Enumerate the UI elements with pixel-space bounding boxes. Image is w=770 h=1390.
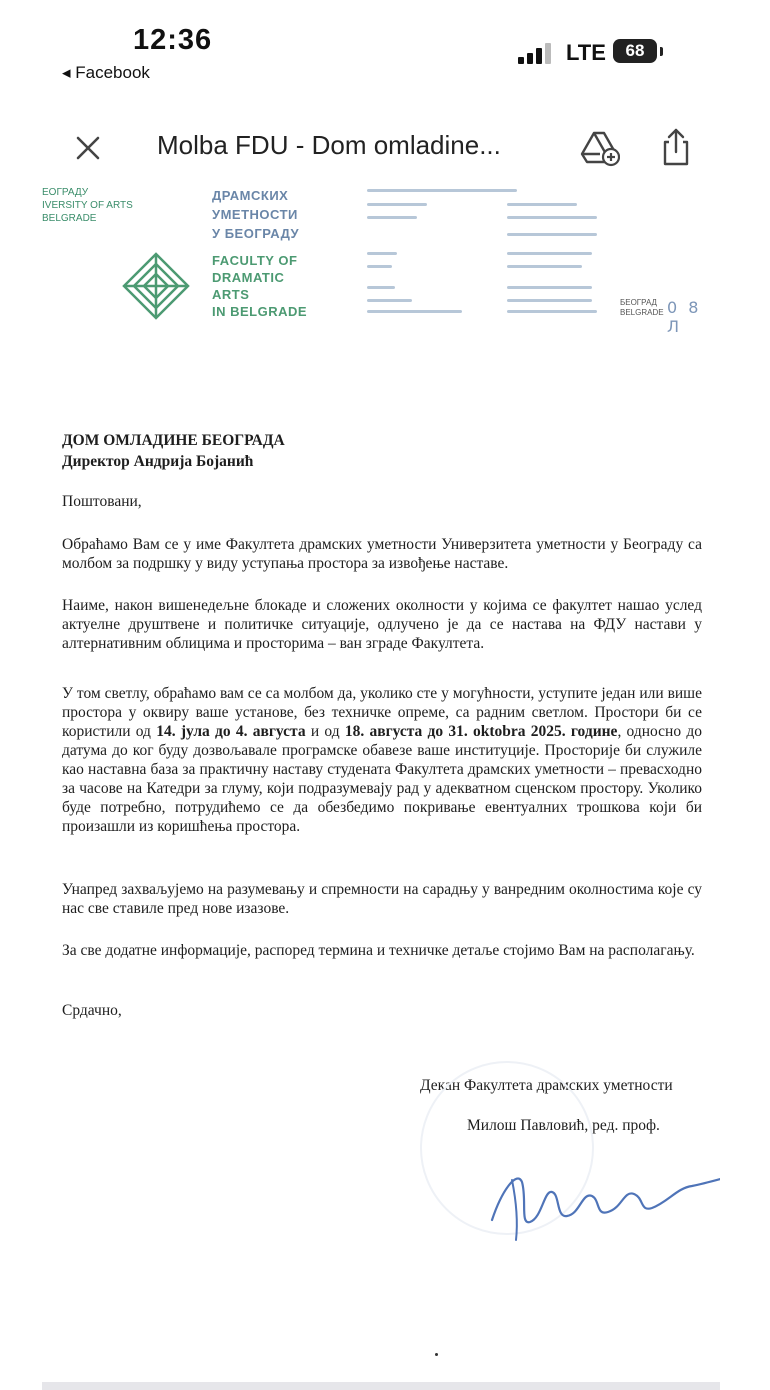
- paragraph-thanks: Унапред захваљујемо на разумевању и спремности на сарадњу у ванредним околностима које су нас све ставиле пред нове изазове.: [62, 881, 702, 917]
- paragraph-context: Наиме, након вишенедељне блокаде и сложених околности у којима се факултет нашао услед актуелне друштвене и политичке ситуације, одлучено је да се настава на ФДУ настави у алтернативним облицима и просторима – ван зграде Факултета.: [62, 597, 702, 652]
- stamp-label-line: БЕОГРАД: [620, 298, 657, 307]
- document-page[interactable]: [42, 186, 720, 1386]
- faculty-emblem-icon: [122, 252, 190, 320]
- signal-icon: [518, 42, 554, 64]
- page-dot: [435, 1353, 438, 1356]
- letter-body: [62, 430, 702, 1134]
- date-range-2: 18. августа до 31. oktobra 2025. године: [344, 723, 618, 740]
- handwritten-signature: [472, 1130, 720, 1250]
- paragraph-request: Обраћамо Вам се у име Факултета драмских уметности Универзитета уметности у Београду са молбом за подршку у виду уступања простора за извођење наставе.: [62, 536, 702, 572]
- letterhead-faculty-english: [212, 252, 307, 320]
- viewer-toolbar: [0, 110, 770, 182]
- letterhead-stamp-digits: 0 8 Л: [667, 298, 702, 336]
- letterhead-english-line: DRAMATIC: [212, 270, 285, 285]
- dean-title: Декан Факултета драмских уметности: [420, 1077, 673, 1094]
- share-icon: [655, 126, 697, 168]
- details-text: У том светлу, обраћамо вам се са молбом да, уколико сте у могућности, уступите један или више простора у оквиру ваше установе, без техничке опреме, са радним светлом. Простори би се користили од: [62, 685, 702, 740]
- letterhead-serbian-line: УМЕТНОСТИ: [212, 207, 298, 222]
- letterhead-serbian-line: У БЕОГРАДУ: [212, 226, 300, 241]
- close-button[interactable]: [68, 128, 108, 168]
- letterhead-faculty-serbian: [212, 186, 299, 243]
- document-title: Molba FDU - Dom omladine...: [157, 130, 501, 160]
- close-icon: [68, 128, 108, 168]
- letterhead-english-line: IN BELGRADE: [212, 304, 308, 319]
- recipient-institution: ДОМ ОМЛАДИНЕ БЕОГРАДА: [62, 432, 285, 449]
- network-type: LTE: [566, 40, 606, 65]
- status-time: 12:36: [133, 24, 213, 56]
- add-to-drive-icon: [578, 126, 620, 168]
- details-text: и од: [305, 723, 345, 740]
- letterhead-left-line: ЕОГРАДУ: [42, 187, 89, 198]
- letterhead-left-line: BELGRADE: [42, 213, 97, 224]
- letterhead-university-name: [42, 186, 133, 225]
- letterhead-contact-block: [367, 186, 617, 326]
- letterhead-serbian-line: ДРАМСКИХ: [212, 188, 289, 203]
- page-edge: [42, 1382, 720, 1390]
- battery-icon: 68: [613, 39, 657, 63]
- salutation: Поштовани,: [62, 493, 142, 510]
- share-button[interactable]: [655, 126, 697, 168]
- dean-name: Милош Павловић, ред. проф.: [467, 1117, 660, 1134]
- add-to-drive-button[interactable]: [578, 126, 620, 168]
- details-text: , односно до датума до ког буду дозвољавале програмске обавезе ваше институције. Просторије би служиле као наставна база за практичну наставу студената Факултета драмских уметности – превасходно за часове на Катедри за глуму, који подразумевају рад у адекватном сценском простору. Уколико буде потребно, потрудићемо се да обезбедимо покривање евентуалних трошкова који би произашли из коришћења простора.: [62, 723, 702, 835]
- status-bar: [0, 0, 770, 95]
- battery-nub: [660, 47, 663, 56]
- letterhead-stamp-label: [620, 298, 664, 318]
- back-to-facebook-link[interactable]: ◂ Facebook: [62, 63, 150, 82]
- recipient-director: Директор Андрија Бојанић: [62, 453, 254, 470]
- paragraph-details: [62, 684, 702, 836]
- letterhead-english-line: ARTS: [212, 287, 250, 302]
- closing: Срдачно,: [62, 1002, 122, 1019]
- date-range-1: 14. јула до 4. августа: [156, 723, 306, 740]
- paragraph-contact: За све додатне информације, распоред термина и техничке детаље стојимо Вам на располагању.: [62, 942, 695, 959]
- letterhead-left-line: IVERSITY OF ARTS: [42, 200, 133, 211]
- letterhead-english-line: FACULTY OF: [212, 253, 298, 268]
- stamp-label-line: BELGRADE: [620, 308, 664, 317]
